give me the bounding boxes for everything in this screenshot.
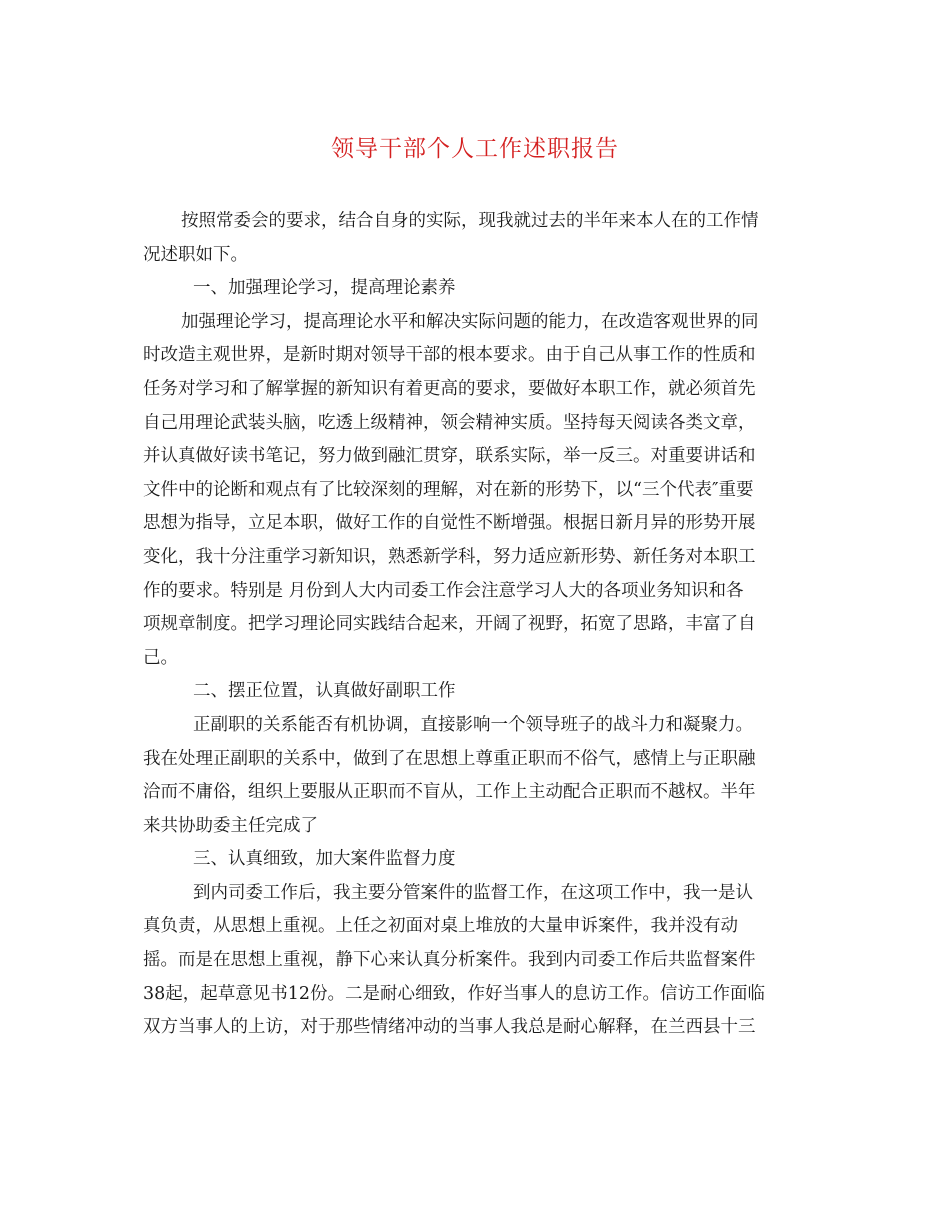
section3-line: 双方当事人的上访，对于那些情绪冲动的当事人我总是耐心解释，在兰西县十三 bbox=[143, 1017, 756, 1038]
section1-line: 并认真做好读书笔记，努力做到融汇贯穿，联系实际，举一反三。对重要讲话和 bbox=[143, 446, 756, 467]
section2-line: 来共协助委主任完成了 bbox=[143, 815, 318, 836]
section1-line: 加强理论学习，提高理论水平和解决实际问题的能力，在改造客观世界的同 bbox=[181, 311, 759, 332]
section3-line: 到内司委工作后，我主要分管案件的监督工作，在这项工作中，我一是认 bbox=[193, 882, 753, 903]
section1-line: 项规章制度。把学习理论同实践结合起来，开阔了视野，拓宽了思路，丰富了自 bbox=[143, 614, 756, 635]
section1-line: 己。 bbox=[143, 647, 178, 668]
section3-line: 38起，起草意见书12份。二是耐心细致，作好当事人的息访工作。信访工作面临 bbox=[143, 983, 766, 1004]
section3-line: 摇。而是在思想上重视，静下心来认真分析案件。我到内司委工作后共监督案件 bbox=[143, 950, 756, 971]
intro-line: 况述职如下。 bbox=[143, 244, 248, 265]
section1-line: 变化，我十分注重学习新知识，熟悉新学科，努力适应新形势、新任务对本职工 bbox=[143, 546, 756, 567]
section1-line: 文件中的论断和观点有了比较深刻的理解，对在新的形势下，以“三个代表″重要 bbox=[143, 479, 754, 500]
intro-line: 按照常委会的要求，结合自身的实际，现我就过去的半年来本人在的工作情 bbox=[181, 211, 759, 231]
section1-line: 任务对学习和了解掌握的新知识有着更高的要求，要做好本职工作，就必须首先 bbox=[143, 378, 756, 399]
section1-line: 时改造主观世界，是新时期对领导干部的根本要求。由于自己从事工作的性质和 bbox=[143, 345, 756, 366]
section2-line: 洽而不庸俗，组织上要服从正职而不盲从，工作上主动配合正职而不越权。半年 bbox=[143, 782, 756, 803]
section2-line: 正副职的关系能否有机协调，直接影响一个领导班子的战斗力和凝聚力。 bbox=[193, 714, 753, 735]
section1-line: 思想为指导，立足本职，做好工作的自觉性不断增强。根据日新月异的形势开展 bbox=[143, 513, 756, 534]
section1-heading: 一、加强理论学习，提高理论素养 bbox=[193, 278, 456, 299]
section3-heading: 三、认真细致，加大案件监督力度 bbox=[193, 849, 456, 870]
section3-line: 真负责，从思想上重视。上任之初面对桌上堆放的大量申诉案件，我并没有动 bbox=[143, 916, 738, 937]
document-title: 领导干部个人工作述职报告 bbox=[331, 136, 619, 162]
section2-heading: 二、摆正位置，认真做好副职工作 bbox=[193, 681, 456, 702]
section2-line: 我在处理正副职的关系中，做到了在思想上尊重正职而不俗气，感情上与正职融 bbox=[143, 748, 756, 769]
section1-line: 自己用理论武装头脑，吃透上级精神，领会精神实质。坚持每天阅读各类文章， bbox=[143, 412, 756, 433]
section1-line: 作的要求。特别是 月份到人大内司委工作会注意学习人大的各项业务知识和各 bbox=[143, 580, 744, 601]
document-body bbox=[143, 205, 808, 1045]
